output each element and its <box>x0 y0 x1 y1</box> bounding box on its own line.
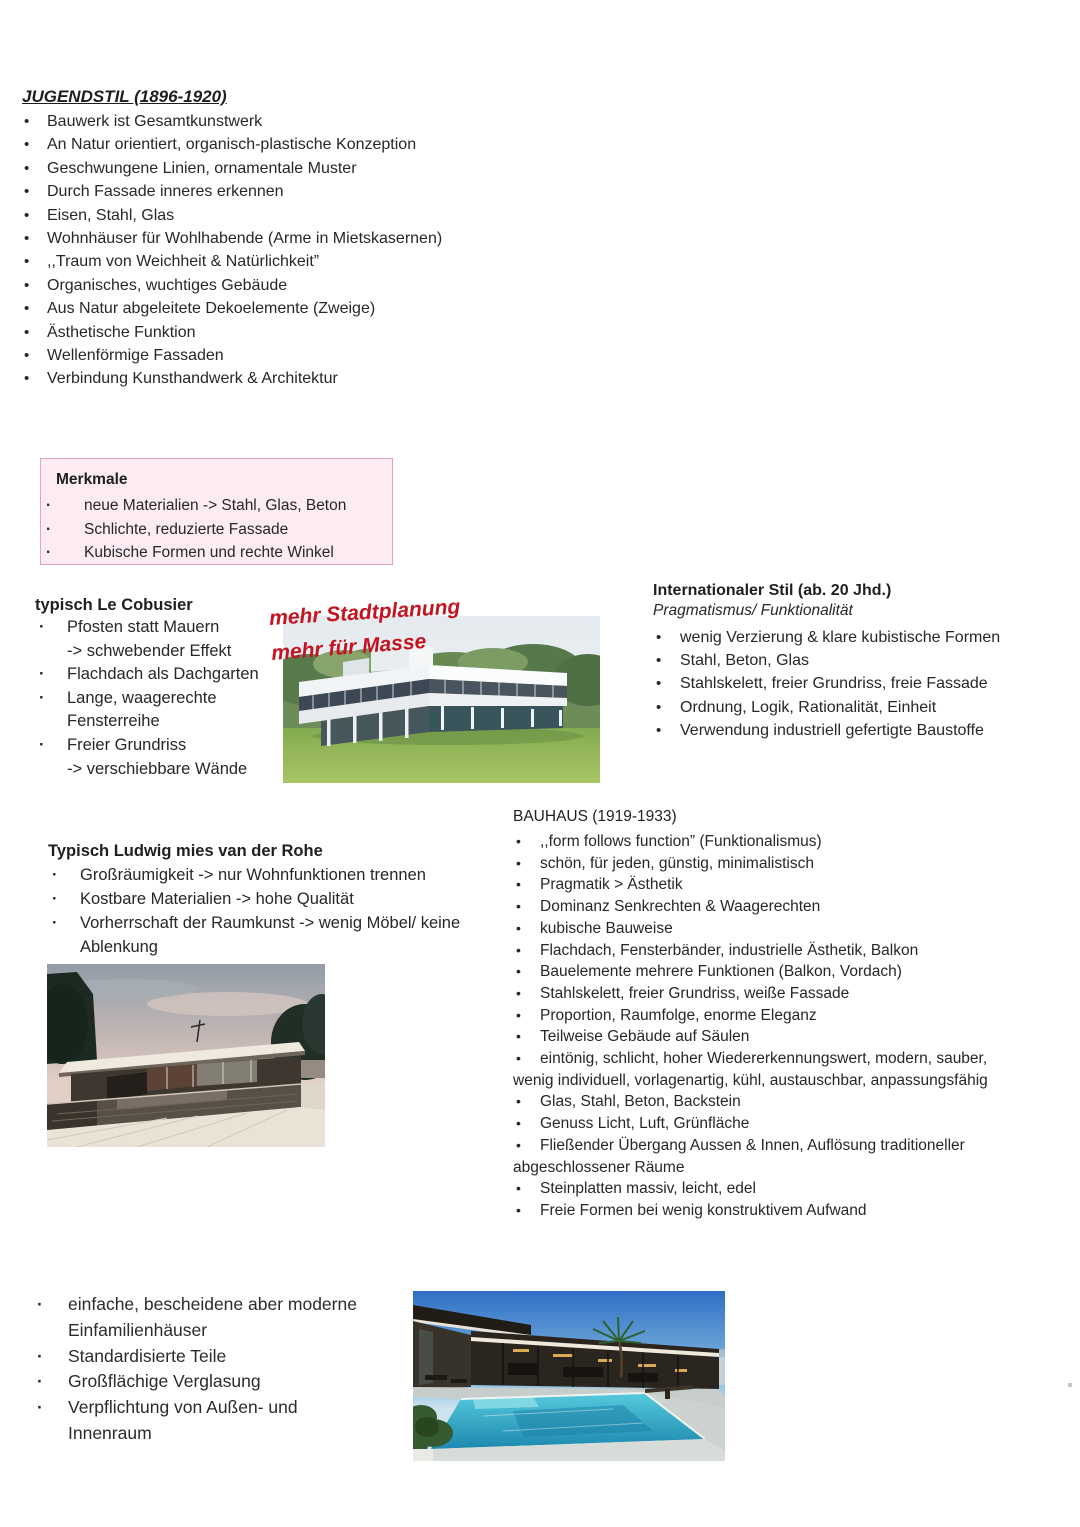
list-item-continuation: Einfamilienhäuser <box>68 1319 208 1340</box>
list-item: • Ordnung, Logik, Rationalität, Einheit <box>653 696 1073 719</box>
jugendstil-title: JUGENDSTIL (1896-1920) <box>22 87 227 106</box>
list-item: • Wohnhäuser für Wohlhabende (Arme in Mietskasernen) <box>22 227 562 250</box>
list-item: -> verschiebbare Wände <box>67 759 248 778</box>
handwritten-line: mehr für Masse <box>270 629 428 665</box>
list-item: • Bauwerk ist Gesamtkunstwerk <box>22 110 562 133</box>
list-item: · Freier Grundriss <box>35 734 295 758</box>
list-item: • Fließender Übergang Aussen & Innen, Auflösung traditioneller <box>513 1135 1078 1157</box>
merkmale-title: Merkmale <box>56 471 128 488</box>
list-item: • Geschwungene Linien, ornamentale Muster <box>22 157 562 180</box>
jugendstil-section <box>22 86 562 391</box>
list-item: • Aus Natur abgeleitete Dekoelemente (Zweige) <box>22 297 562 320</box>
barcelona-pavilion-photo <box>47 964 325 1147</box>
list-item: -> schwebender Effekt <box>67 641 232 660</box>
modern-houses-section <box>36 1292 428 1447</box>
list-item: • Proportion, Raumfolge, enorme Eleganz <box>513 1005 1078 1027</box>
le-corbusier-title: typisch Le Cobusier <box>35 596 193 614</box>
list-item: • An Natur orientiert, organisch-plastische Konzeption <box>22 133 562 156</box>
list-item: • Durch Fassade inneres erkennen <box>22 180 562 203</box>
bauhaus-title: BAUHAUS (1919-1933) <box>513 808 677 825</box>
modern-house-pool-photo <box>413 1291 725 1461</box>
merkmale-box <box>40 458 393 565</box>
list-item: · Großräumigkeit -> nur Wohnfunktionen trennen <box>48 864 528 888</box>
mies-title: Typisch Ludwig mies van der Rohe <box>48 842 323 860</box>
list-item: • Freie Formen bei wenig konstruktivem Aufwand <box>513 1200 1078 1222</box>
list-item: · Flachdach als Dachgarten <box>35 663 295 687</box>
list-item: • Steinplatten massiv, leicht, edel <box>513 1178 1078 1200</box>
international-style-subtitle: Pragmatismus/ Funktionalität <box>653 602 853 619</box>
list-item: • Flachdach, Fensterbänder, industrielle Ästhetik, Balkon <box>513 940 1078 962</box>
list-item: • ,,form follows function” (Funktionalismus) <box>513 831 1078 853</box>
list-item: • Pragmatik > Ästhetik <box>513 874 1078 896</box>
list-item: • Organisches, wuchtiges Gebäude <box>22 274 562 297</box>
list-item: • Dominanz Senkrechten & Waagerechten <box>513 896 1078 918</box>
list-item: · Verpflichtung von Außen- und <box>36 1395 428 1421</box>
modern-house-pool-illustration <box>413 1291 725 1461</box>
list-item: · Schlichte, reduzierte Fassade <box>41 518 392 542</box>
list-item: · Lange, waagerechte <box>35 687 295 711</box>
list-item: • Genuss Licht, Luft, Grünfläche <box>513 1113 1078 1135</box>
list-item: • Glas, Stahl, Beton, Backstein <box>513 1091 1078 1113</box>
list-item: · einfache, bescheidene aber moderne <box>36 1292 428 1318</box>
list-item: • eintönig, schlicht, hoher Wiedererkennungswert, modern, sauber, <box>513 1048 1078 1070</box>
list-item: • Bauelemente mehrere Funktionen (Balkon, Vordach) <box>513 961 1078 983</box>
list-item: · Kubische Formen und rechte Winkel <box>41 541 392 565</box>
list-item-continuation: abgeschlossener Räume <box>513 1158 685 1176</box>
list-item: • Verbindung Kunsthandwerk & Architektur <box>22 367 562 390</box>
international-style-section <box>653 581 1073 742</box>
list-item: • Wellenförmige Fassaden <box>22 344 562 367</box>
barcelona-pavilion-illustration <box>47 964 325 1147</box>
list-item: • Stahl, Beton, Glas <box>653 649 1073 672</box>
list-item: • Stahlskelett, freier Grundriss, weiße Fassade <box>513 983 1078 1005</box>
handwritten-line: mehr Stadtplanung <box>268 595 461 631</box>
list-item-continuation: Innenraum <box>68 1422 152 1443</box>
list-item: · Großflächige Verglasung <box>36 1369 428 1395</box>
list-item: • Eisen, Stahl, Glas <box>22 204 562 227</box>
list-item: • wenig Verzierung & klare kubistische Formen <box>653 626 1073 649</box>
list-item-continuation: wenig individuell, vorlagenartig, kühl, austauschbar, anpassungsfähig <box>513 1071 988 1089</box>
list-item: · Pfosten statt Mauern <box>35 616 295 640</box>
list-item: • ,,Traum von Weichheit & Natürlichkeit” <box>22 250 562 273</box>
list-item: • Teilweise Gebäude auf Säulen <box>513 1026 1078 1048</box>
le-corbusier-section <box>35 595 295 781</box>
list-item: • schön, für jeden, günstig, minimalistisch <box>513 853 1078 875</box>
list-item: • kubische Bauweise <box>513 918 1078 940</box>
list-item: · Vorherrschaft der Raumkunst -> wenig Möbel/ keine <box>48 912 528 936</box>
handwritten-annotation <box>268 588 502 668</box>
mies-van-der-rohe-section <box>48 840 528 960</box>
page-speck <box>1068 1383 1072 1387</box>
list-item: · Kostbare Materialien -> hohe Qualität <box>48 888 528 912</box>
list-item: • Ästhetische Funktion <box>22 321 562 344</box>
list-item: • Verwendung industriell gefertigte Baustoffe <box>653 719 1073 742</box>
international-style-title: Internationaler Stil (ab. 20 Jhd.) <box>653 582 892 599</box>
list-item: Fensterreihe <box>67 712 160 731</box>
list-item: • Stahlskelett, freier Grundriss, freie Fassade <box>653 672 1073 695</box>
bauhaus-section <box>513 807 1078 1222</box>
list-item: · Standardisierte Teile <box>36 1344 428 1370</box>
list-item-continuation: Ablenkung <box>80 937 158 956</box>
list-item: · neue Materialien -> Stahl, Glas, Beton <box>41 494 392 518</box>
